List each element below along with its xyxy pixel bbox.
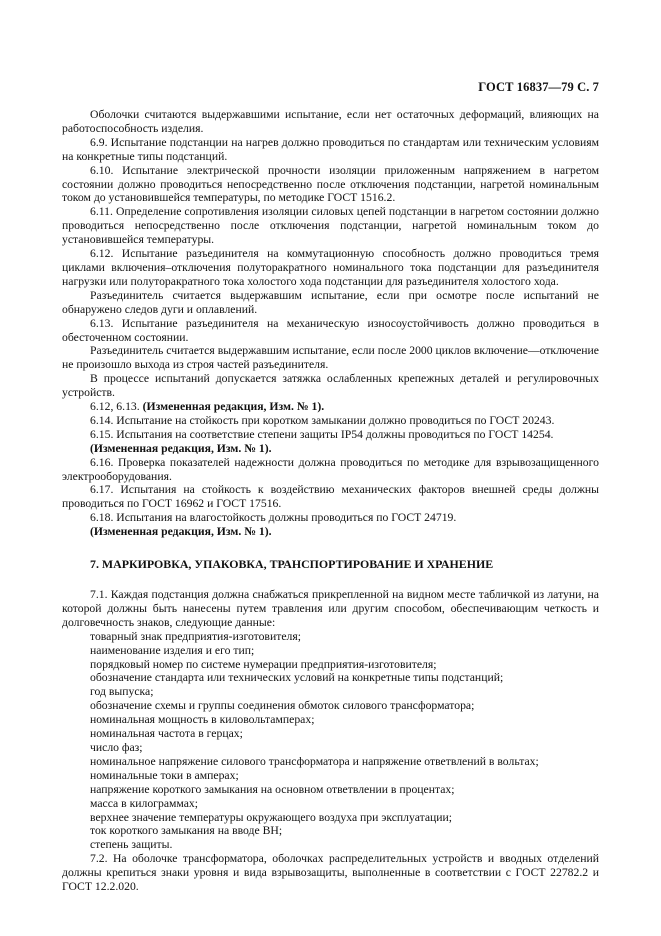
list-item: наименование изделия и его тип; [90, 643, 255, 657]
paragraph-text: Оболочки считаются выдержавшими испытание, если нет остаточных деформаций, влияющих на работоспособность изделия. [62, 108, 599, 135]
paragraph-text: (Измененная редакция, Изм. № 1). [90, 525, 272, 539]
paragraph [62, 247, 599, 289]
paragraph [62, 108, 599, 136]
paragraph [62, 511, 599, 525]
paragraph [62, 372, 599, 400]
paragraph-7-2: 7.2. На оболочке трансформатора, оболочках распределительных устройств и вводных отделений должны крепиться знаки уровня и вида взрывозащиты, выполненные в соответствии с ГОСТ 22782.2 и ГОСТ 12.2.020. [62, 852, 599, 894]
section-6-paragraphs [62, 108, 599, 539]
paragraph-text: 6.18. Испытания на влагостойкость должны проводиться по ГОСТ 24719. [90, 511, 457, 525]
paragraph [62, 483, 599, 511]
list-item: напряжение короткого замыкания на основном ответвлении в процентах; [90, 782, 455, 796]
paragraph [62, 136, 599, 164]
amendment-note: (Измененная редакция, Изм. № 1). [142, 400, 325, 414]
paragraph [62, 525, 599, 539]
paragraph-text: 6.9. Испытание подстанции на нагрев должно проводиться по стандартам или техническим условиям на конкретные типы подстанций. [62, 135, 599, 163]
list-item: масса в килограммах; [90, 796, 198, 810]
paragraph-text: 6.12. Испытание разъединителя на коммутационную способность должно проводиться тремя циклами включения–отключения полуторакратного номинального тока подстанции для разъединителя нагрузки или полуторакратного тока холостого хода подстанции для разъединителя холостого хода. [62, 247, 599, 288]
paragraph [62, 428, 599, 442]
paragraph-text: 6.14. Испытание на стойкость при коротком замыкании должно проводиться по ГОСТ 20243. [90, 413, 555, 427]
page-header: ГОСТ 16837—79 С. 7 [478, 80, 599, 94]
paragraph [62, 289, 599, 317]
paragraph-text: Разъединитель считается выдержавшим испытание, если после 2000 циклов включение—отключение не произошло выхода из строя частей разъединителя. [62, 344, 599, 372]
paragraph-7-1: 7.1. Каждая подстанция должна снабжаться прикрепленной на видном месте табличкой из латуни, на которой должны быть нанесены путем травления или другим способом, обеспечивающим четкость и долговечность знаков, следующие данные: [62, 588, 599, 629]
paragraph-text: 6.16. Проверка показателей надежности должна проводиться по методике для взрывозащищенного электрооборудования. [62, 455, 599, 483]
list-item: номинальная частота в герцах; [90, 727, 243, 741]
paragraph [62, 205, 599, 247]
paragraph-text: (Измененная редакция, Изм. № 1). [90, 441, 272, 455]
paragraph [62, 442, 599, 456]
paragraph-text: 6.15. Испытания на соответствие степени защиты IP54 должны проводиться по ГОСТ 14254. [90, 427, 554, 441]
list-item: номинальная мощность в киловольтамперах; [90, 713, 315, 727]
paragraph-text: 6.13. Испытание разъединителя на механическую износоустойчивость должно проводиться в обесточенном состоянии. [62, 316, 599, 344]
list-item: степень защиты. [90, 838, 173, 852]
paragraph-text: Разъединитель считается выдержавшим испытание, если при осмотре после испытаний не обнаружено следов дуги и оплавлений. [62, 288, 599, 316]
list-item: номинальные токи в амперах; [90, 768, 239, 782]
section-7-title: 7. МАРКИРОВКА, УПАКОВКА, ТРАНСПОРТИРОВАНИЕ И ХРАНЕНИЕ [90, 557, 494, 572]
paragraph [62, 400, 599, 414]
paragraph [62, 164, 599, 206]
paragraph-text: 6.12, 6.13. [90, 400, 143, 414]
paragraph [62, 456, 599, 484]
paragraph-text: 6.10. Испытание электрической прочности изоляции приложенным напряжением в нагретом состоянии должно проводиться непосредственно после отключения подстанции, нагретой номинальным током до установившейся температуры, по методике ГОСТ 1516.2. [62, 163, 599, 205]
list-item: ток короткого замыкания на вводе ВН; [90, 824, 283, 838]
paragraph [62, 414, 599, 428]
list-item: товарный знак предприятия-изготовителя; [90, 629, 301, 643]
list-item: год выпуска; [90, 685, 154, 699]
marking-data-list [62, 630, 599, 853]
paragraph [62, 344, 599, 372]
list-item: номинальное напряжение силового трансформатора и напряжение ответвлений в вольтах; [90, 754, 539, 768]
list-item: верхнее значение температуры окружающего воздуха при эксплуатации; [90, 810, 453, 824]
list-item: обозначение схемы и группы соединения обмоток силового трансформатора; [90, 699, 475, 713]
paragraph-text: В процессе испытаний допускается затяжка ослабленных крепежных деталей и регулировочных устройств. [62, 372, 599, 400]
paragraph-text: 6.11. Определение сопротивления изоляции силовых цепей подстанции в нагретом состоянии должно проводиться непосредственно после отключения подстанции, нагретой номинальным током до установившейся температуры. [62, 205, 599, 247]
paragraph [62, 317, 599, 345]
list-item: число фаз; [90, 740, 143, 754]
list-item: обозначение стандарта или технических условий на конкретные типы подстанций; [90, 671, 504, 685]
document-body [62, 108, 599, 894]
paragraph-text: 6.17. Испытания на стойкость к воздействию механических факторов внешней среды должны проводиться по ГОСТ 16962 и ГОСТ 17516. [62, 483, 599, 511]
list-item: порядковый номер по системе нумерации предприятия-изготовителя; [90, 657, 437, 671]
